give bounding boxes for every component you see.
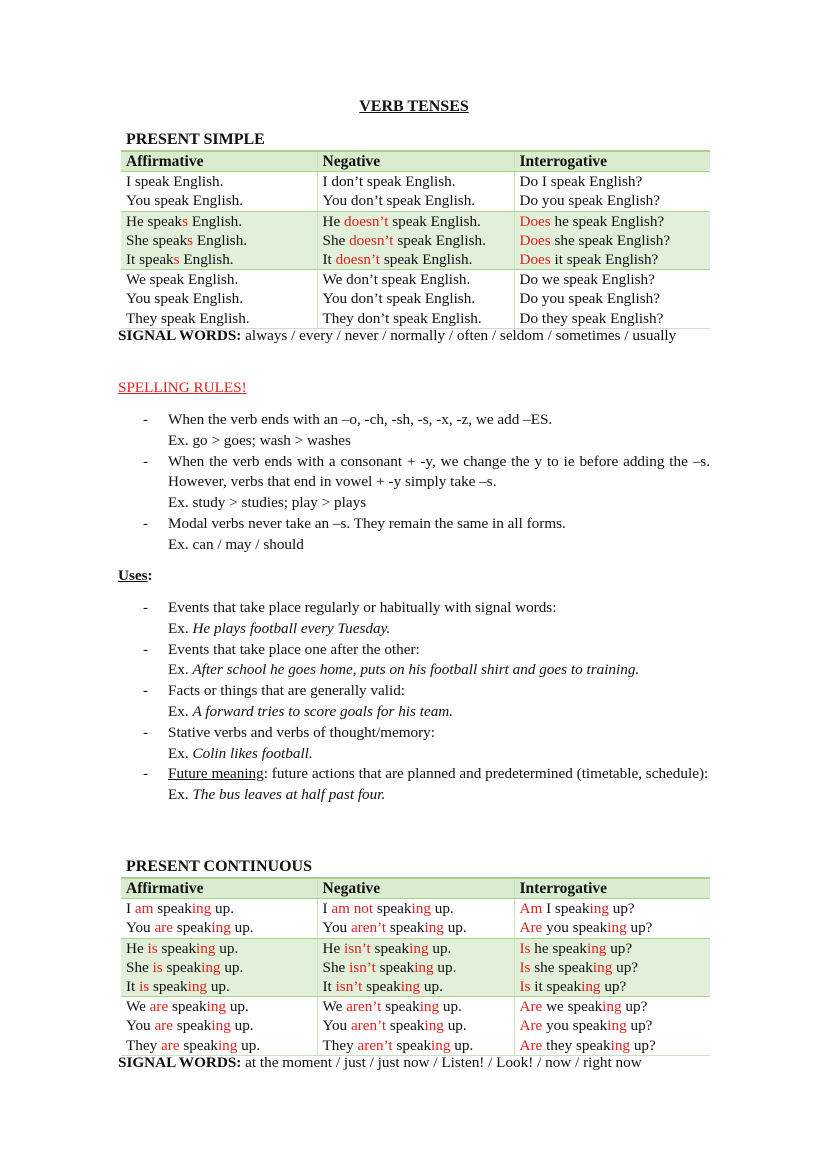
table-cell: They don’t speak English. xyxy=(317,309,514,329)
table-cell: It isn’t speaking up. xyxy=(317,977,514,997)
table-cell: You aren’t speaking up. xyxy=(317,918,514,938)
table-cell: We aren’t speaking up. xyxy=(317,997,514,1017)
table-cell: Is it speaking up? xyxy=(514,977,710,997)
table-cell: You don’t speak English. xyxy=(317,289,514,308)
present-continuous-table xyxy=(121,877,710,1056)
table-cell: Are they speaking up? xyxy=(514,1036,710,1056)
table-cell: He doesn’t speak English. xyxy=(317,211,514,231)
present-simple-signal-words xyxy=(118,326,710,346)
present-continuous-signal-words xyxy=(118,1053,710,1073)
present-simple-table xyxy=(121,150,710,329)
list-item: - Facts or things that are generally valid: Ex. A forward tries to score goals for his team. xyxy=(143,682,454,720)
table-cell: I am not speaking up. xyxy=(317,899,514,919)
table-cell: She is speaking up. xyxy=(121,958,317,977)
header-negative: Negative xyxy=(317,878,514,899)
table-header-row xyxy=(121,151,710,172)
use-example: After school he goes home, puts on his football shirt and goes to training. xyxy=(192,661,640,679)
signal-words: always / every / never / normally / often / seldom / sometimes / usually xyxy=(245,327,677,344)
table-cell: Does he speak English? xyxy=(514,211,710,231)
table-row xyxy=(121,191,710,211)
use-text: Facts or things that are generally valid: xyxy=(168,682,406,700)
uses-heading: Uses: xyxy=(118,567,153,584)
use-text: : future actions that are planned and predetermined (timetable, schedule): xyxy=(263,765,709,783)
table-row xyxy=(121,938,710,958)
table-cell: You aren’t speaking up. xyxy=(317,1016,514,1035)
list-item: - When the verb ends with a consonant + -y, we change the y to ie before adding the –s. However, verbs that end in vowel + -y simply take –s. Ex. study > studies; play > plays xyxy=(143,452,710,512)
uses-list xyxy=(143,598,710,806)
list-item: - Future meaning: future actions that are planned and predetermined (timetable, schedule): Ex. The bus leaves at half past four. xyxy=(143,765,709,804)
use-example: The bus leaves at half past four. xyxy=(192,786,386,804)
table-cell: Do I speak English? xyxy=(514,172,710,192)
table-cell: She doesn’t speak English. xyxy=(317,231,514,250)
table-cell: You speak English. xyxy=(121,191,317,211)
list-item: - Events that take place regularly or habitually with signal words: Ex. He plays football every Tuesday. xyxy=(143,599,557,637)
present-continuous-title: PRESENT CONTINUOUS xyxy=(126,858,312,875)
table-header-row xyxy=(121,878,710,899)
list-item: - Stative verbs and verbs of thought/memory: Ex. Colin likes football. xyxy=(143,723,435,762)
table-cell: They are speaking up. xyxy=(121,1036,317,1056)
table-cell: We don’t speak English. xyxy=(317,270,514,290)
signal-label: SIGNAL WORDS: xyxy=(118,327,242,344)
table-cell: Do you speak English? xyxy=(514,191,710,211)
use-lead: Future meaning xyxy=(168,765,264,783)
use-text: Events that take place regularly or habitually with signal words: xyxy=(168,599,557,616)
uses-label: Uses xyxy=(118,567,148,584)
table-cell: They speak English. xyxy=(121,309,317,329)
table-row xyxy=(121,231,710,250)
list-item: - When the verb ends with an –o, -ch, -sh, -s, -x, -z, we add –ES. Ex. go > goes; wash > washes xyxy=(143,411,553,449)
table-row xyxy=(121,958,710,977)
use-example: He plays football every Tuesday. xyxy=(192,619,391,637)
table-cell: They aren’t speaking up. xyxy=(317,1036,514,1056)
rule-example: Ex. study > studies; play > plays xyxy=(168,494,367,512)
table-cell: Are you speaking up? xyxy=(514,1016,710,1035)
table-cell: Is he speaking up? xyxy=(514,938,710,958)
table-cell: He isn’t speaking up. xyxy=(317,938,514,958)
table-cell: Do you speak English? xyxy=(514,289,710,308)
header-interrogative: Interrogative xyxy=(514,878,710,899)
table-cell: Does she speak English? xyxy=(514,231,710,250)
table-cell: You are speaking up. xyxy=(121,918,317,938)
header-affirmative: Affirmative xyxy=(121,878,317,899)
table-cell: Is she speaking up? xyxy=(514,958,710,977)
header-negative: Negative xyxy=(317,151,514,172)
table-cell: Do they speak English? xyxy=(514,309,710,329)
list-item: - Modal verbs never take an –s. They remain the same in all forms. Ex. can / may / should xyxy=(143,514,566,553)
table-row xyxy=(121,289,710,308)
rule-text: Modal verbs never take an –s. They remain the same in all forms. xyxy=(168,514,566,532)
table-cell: She isn’t speaking up. xyxy=(317,958,514,977)
rule-example: Ex. go > goes; wash > washes xyxy=(168,431,351,449)
table-cell: We speak English. xyxy=(126,271,239,289)
table-cell: He is speaking up. xyxy=(121,938,317,958)
table-cell: You speak English. xyxy=(126,290,244,308)
table-cell: Are you speaking up? xyxy=(514,918,710,938)
table-cell: We are speaking up. xyxy=(126,998,249,1016)
table-row xyxy=(121,270,710,290)
page-title: VERB TENSES xyxy=(359,98,469,115)
signal-words: at the moment / just / just now / Listen! / Look! / now / right now xyxy=(245,1054,642,1071)
table-cell: I don’t speak English. xyxy=(317,172,514,192)
table-cell: You are speaking up. xyxy=(126,1017,254,1035)
signal-label: SIGNAL WORDS: xyxy=(118,1054,242,1071)
use-example: A forward tries to score goals for his team. xyxy=(192,702,454,720)
table-cell: Am I speaking up? xyxy=(514,899,710,919)
table-cell: It speaks English. xyxy=(121,250,317,270)
list-item: - Events that take place one after the other: Ex. After school he goes home, puts on his football shirt and goes to training. xyxy=(143,640,640,679)
table-row xyxy=(121,211,710,231)
table-row xyxy=(121,1016,710,1035)
table-cell: Are we speaking up? xyxy=(514,997,710,1017)
present-simple-title: PRESENT SIMPLE xyxy=(126,131,265,148)
rule-example: Ex. can / may / should xyxy=(168,535,304,553)
table-row xyxy=(121,250,710,270)
table-row xyxy=(121,977,710,997)
spelling-rules-title: SPELLING RULES! xyxy=(118,379,247,396)
table-cell: She speaks English. xyxy=(121,231,317,250)
table-cell: You don’t speak English. xyxy=(317,191,514,211)
rule-text: When the verb ends with a consonant + -y, we change the y to ie before adding the –s. However, verbs that end in vowel + -y simply take –s. xyxy=(168,452,710,491)
table-cell: It doesn’t speak English. xyxy=(317,250,514,270)
table-row xyxy=(121,918,710,938)
table-cell: I am speaking up. xyxy=(126,900,235,918)
table-cell: Does it speak English? xyxy=(514,250,710,270)
header-affirmative: Affirmative xyxy=(121,151,317,172)
table-cell: It is speaking up. xyxy=(121,977,317,997)
rule-text: When the verb ends with an –o, -ch, -sh, -s, -x, -z, we add –ES. xyxy=(168,411,553,428)
use-text: Stative verbs and verbs of thought/memory: xyxy=(168,723,435,741)
table-cell: I speak English. xyxy=(126,173,224,191)
use-text: Events that take place one after the other: xyxy=(168,640,420,658)
use-example: Colin likes football. xyxy=(192,744,313,762)
spelling-rules-list xyxy=(143,410,710,556)
table-cell: Do we speak English? xyxy=(514,270,710,290)
table-cell: He speaks English. xyxy=(121,211,317,231)
table-row xyxy=(121,172,710,192)
table-row xyxy=(121,899,710,919)
header-interrogative: Interrogative xyxy=(514,151,710,172)
table-row xyxy=(121,997,710,1017)
